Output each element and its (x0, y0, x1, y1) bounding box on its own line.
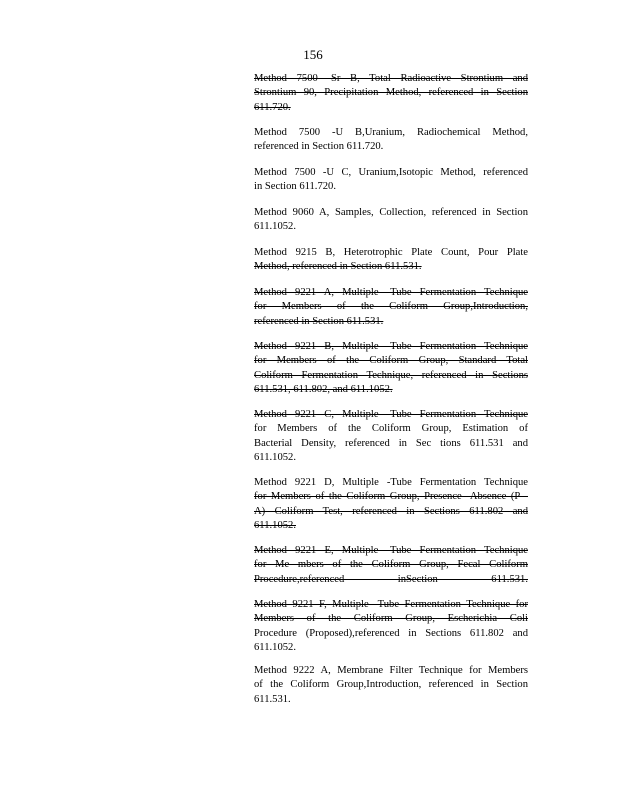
entry-line: Method 9221 E, Multiple -Tube Fermentation Technique (254, 545, 528, 556)
entry-line: for Me mbers of the Coliform Group, Fecal Coliform (254, 559, 528, 571)
entry-line: Coliform Fermentation Technique, referenced in Sections (254, 369, 528, 381)
entry-line: Bacterial Density, referenced in Sec tions 611.531 and (254, 437, 528, 449)
entry-line: in Section 611.720. (254, 181, 336, 193)
entry-line: for Members of the Coliform Group, Standard Total (254, 355, 528, 367)
entry-line: referenced in Section 611.720. (254, 141, 384, 153)
entry-line: 611.1052. (254, 221, 296, 233)
entry-method-9221-d (254, 476, 528, 534)
entry-line: 611.531, 611.802, and 611.1052. (254, 384, 393, 396)
entry-line: Strontium 90, Precipitation Method, referenced in Section (254, 87, 528, 99)
entry-line: Method 9221 B, Multiple -Tube Fermentation Technique (254, 341, 528, 352)
entry-line: Method 9221 A, Multiple -Tube Fermentation Technique (254, 287, 528, 298)
entry-line: 611.1052. (254, 520, 296, 532)
entry-line: Method 9221 D, Multiple -Tube Fermentation Technique (254, 477, 528, 488)
entry-line: Method 9222 A, Membrane Filter Technique for Members (254, 665, 528, 676)
entry-line: referenced in Section 611.531. (254, 315, 384, 327)
entry-line: 611.531. (254, 693, 291, 705)
entry-method-9222-a (254, 664, 528, 707)
entry-line: 611.720. (254, 101, 291, 113)
entry-line: Method 9215 B, Heterotrophic Plate Count, Pour Plate (254, 247, 528, 258)
entry-line: Members of the Coliform Group, Escherichia Coli (254, 613, 528, 625)
entry-line: 611.1052. (254, 642, 296, 654)
entry-method-9060-a (254, 206, 528, 235)
entry-line: Method 7500 -U C, Uranium,Isotopic Method, referenced (254, 167, 528, 178)
page-number: 156 (303, 47, 323, 62)
entry-line: Method 9221 F, Multiple -Tube Fermentation Technique for (254, 599, 528, 610)
entry-line: of the Coliform Group,Introduction, referenced in Section (254, 679, 528, 691)
entry-method-7500-sr-b (254, 72, 528, 115)
entry-line: Procedure,referenced inSection 611.531. (254, 573, 528, 585)
entry-line: Method 7500 -Sr B, Total Radioactive Strontium and (254, 73, 528, 84)
entry-method-9221-b (254, 340, 528, 398)
entry-line: Method 9060 A, Samples, Collection, referenced in Section (254, 207, 528, 218)
entry-line: for Members of the Coliform Group,Introduction, (254, 301, 528, 313)
entry-line: Procedure (Proposed),referenced in Sections 611.802 and (254, 627, 528, 639)
entry-line: 611.1052. (254, 452, 296, 464)
entry-method-9221-f (254, 598, 528, 656)
entry-line: for Members of the Coliform Group, Estimation of (254, 423, 528, 435)
entry-method-7500-u-c (254, 166, 528, 195)
entry-method-7500-u-b (254, 126, 528, 155)
entry-method-9221-e (254, 544, 528, 587)
entry-method-9215-b (254, 246, 528, 275)
entry-line: A) Coliform Test, referenced in Sections 611.802 and (254, 505, 528, 517)
entry-line: Method 7500 -U B,Uranium, Radiochemical Method, (254, 127, 528, 138)
entry-method-9221-a (254, 286, 528, 329)
entry-line: Method 9221 C, Multiple -Tube Fermentation Technique (254, 409, 528, 420)
entry-method-9221-c (254, 408, 528, 466)
entry-line: Method, referenced in Section 611.531. (254, 261, 422, 273)
entry-line: for Members of the Coliform Group, Presence -Absence (P - (254, 491, 528, 503)
